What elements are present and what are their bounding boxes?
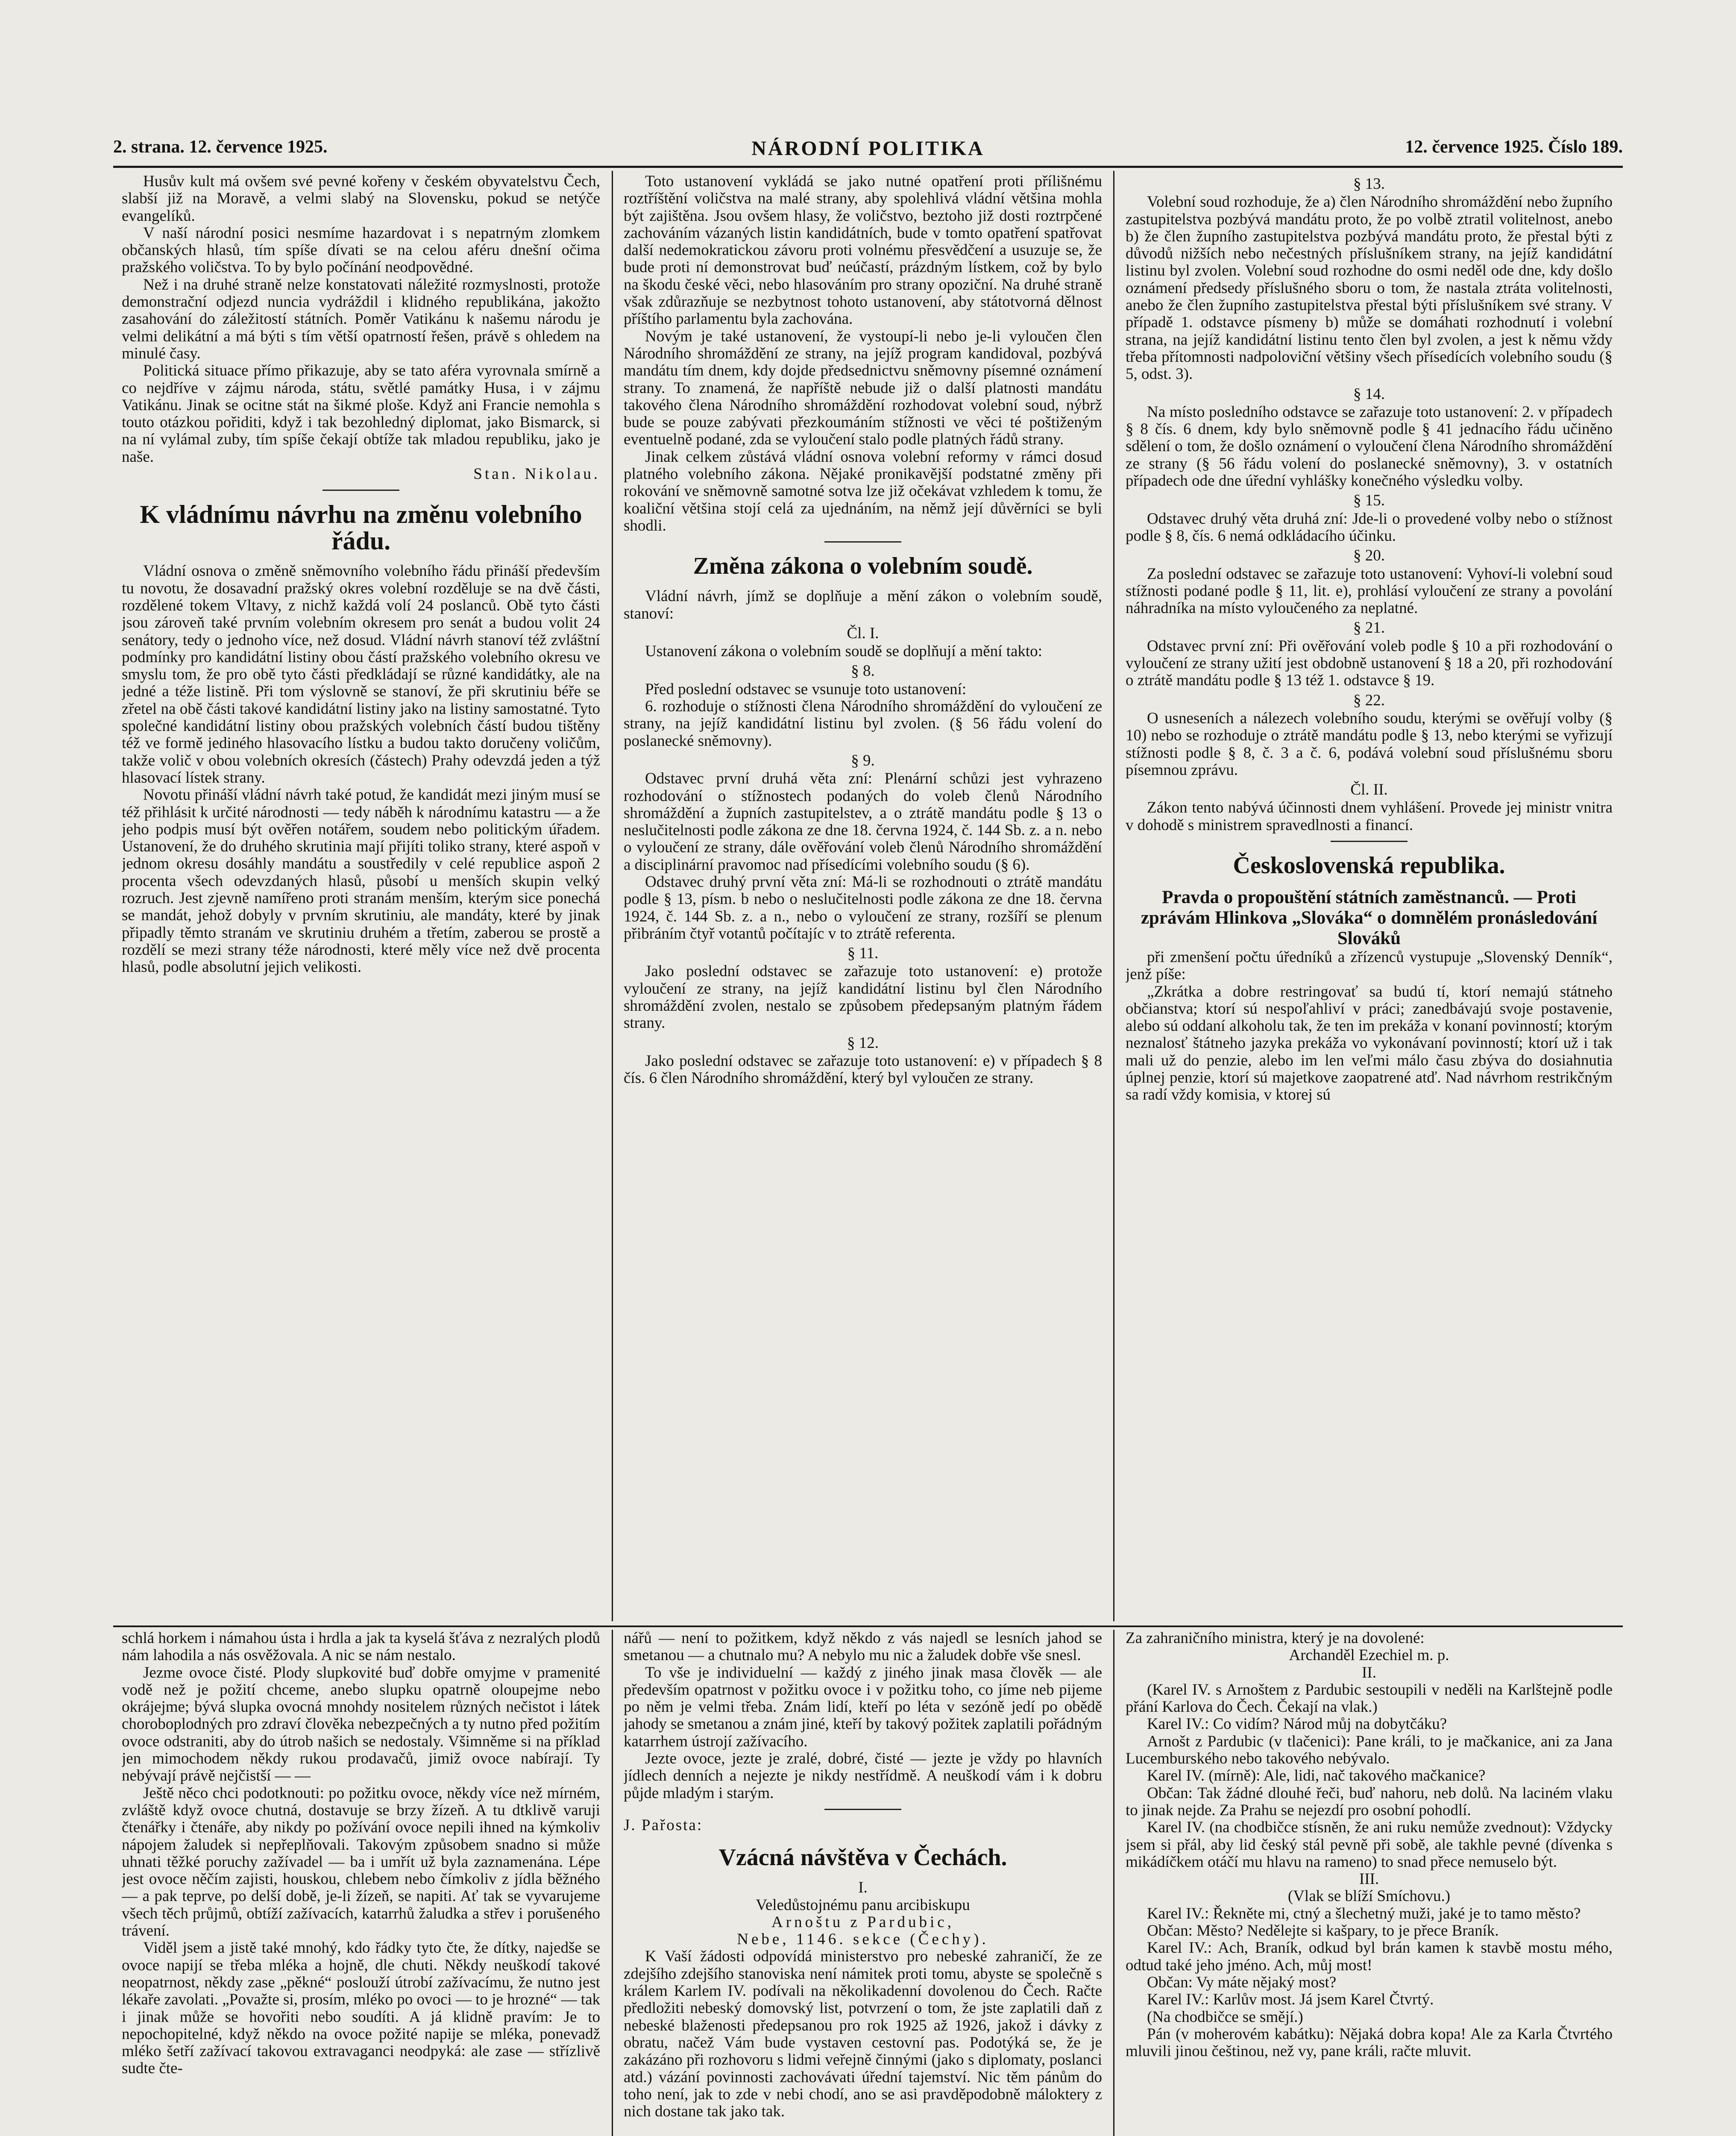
- page-header: [113, 137, 1623, 162]
- law-section-text: Zákon tento nabývá účinnosti dnem vyhlášení. Provede jej ministr vnitra v dohodě s ministrem spravedlnosti a financí.: [1126, 799, 1613, 834]
- section-title: Československá republika.: [1233, 852, 1505, 879]
- story-author: J. Pařosta:: [624, 1816, 703, 1834]
- feuilleton-paragraph: schlá horkem i námahou ústa i hrdla a jak ta kyselá šťáva z nezralých plodů nám lahodila a nás osvěžovala. A nic se nám nestalo.: [122, 1630, 600, 1664]
- law-section-text: Odstavec první zní: Při ověřování voleb podle § 10 a při rozhodování o vyloučení ze strany užití jest obdobně ustanovení § 18 a 20, při rozhodování o ztrátě mandátu podle § 13 též 1. odstavce § 19.: [1126, 637, 1613, 690]
- dialogue-line: Občan: Město? Nedělejte si kašpary, to je přece Braník.: [1147, 1922, 1499, 1940]
- masthead: NÁRODNÍ POLITIKA: [751, 137, 985, 160]
- bottom-column-2: [624, 1630, 1102, 2136]
- article-paragraph: Vládní osnova o změně sněmovního volebního řádu přináší především tu novotu, že dosavadní pražský okres volební rozděluje se na dvě části, rozdělené tokem Vltavy, z nichž každá volí 24 poslanců. Obě tyto části jsou zároveň také prvním volebním okresem pro senát a budou volit 24 senátory, tedy o jednoho více, než dosud. Vládní návrh stanoví též zvláštní podmínky pro kandidátní listiny obou částí pražského volebního okresu ve smyslu tom, že pro obě tyto části předkládají se různé kandidátky, ale na jedné a téže listině. Při tom výslovně se stanoví, že při skrutiniu béře se zřetel na obě části takové kandidátní listiny jako na listiny samostatné. Tyto společné kandidátní listiny obou pražských volebních částí budou tištěny též ve formě jediného hlasovacího lístku a budou takto doručeny voličům, takže volič v obou volebních okresích (částech) Prahy odevzdá jeden a týž hlasovací lístek strany.: [122, 562, 600, 786]
- law-section-heading: § 20.: [1353, 547, 1385, 565]
- letter-address: Veledůstojnému panu arcibiskupu: [756, 1896, 970, 1914]
- law-section-text: 6. rozhoduje o stížnosti člena Národního shromáždění do vyloučení ze strany, na jejíž kandidátní listinu byl zvolen. (§ 56 řádu volení do poslanecké sněmovny).: [624, 698, 1102, 750]
- feuilleton-paragraph: Ještě něco chci podotknouti: po požitku ovoce, někdy více než mírném, zvláště když ovoce chutná, dostavuje se brzy žízeň. A tu dtklivě varuji čtenářky i čtenáře, aby nikdy po požívání ovoce nepili ihned na kýmkoliv nápojem žaludek si nepřeplňovali. Takovým způsobem snadno si může uhnati těžké poruchy zažívadel — ba i umřít už byla zaznamenána. Lépe jest ovoce něčím zajisti, houskou, chlebem nebo čímkoliv z jídla běžného — a pak teprve, po delší době, je-li žízeň, se napiti. Ať tak se vyvarujeme všech těch průjmů, obtíží zažívacích, katarrhů žaludka a střev i porušeného trávení.: [122, 1784, 600, 1940]
- article-subtitle: Pravda o propouštění státních zaměstnanců. — Proti zprávám Hlinkova „Slováka“ o domnělém pronásledování Slováků: [1141, 887, 1598, 948]
- bottom-column-rule-1: [612, 1630, 613, 2136]
- article-paragraph: Novotu přináší vládní návrh také potud, že kandidát mezi jiným musí se též přihlásit k určité národnosti — tedy náběh k národnímu katastru — a že jeho podpis musí být ověřen notářem, soudem nebo politickým úřadem. Ustanovení, že do druhého skrutinia mají přijíti toliko strany, které aspoň v jednom okresu dosáhly mandátu a soustředily v celé republice aspoň 2 procenta všech odevzdaných hlasů, působí u menších skupin velký rozruch. Jest zjevně namířeno proti stranám menším, kterým sice ponechá se mandát, jehož dobyly v prvním skrutiniu, ale mandáty, které by jinak připadly těmto stranám ve skrutiniu druhém a třetím, zaberou se prostě a rozdělí se mezi strany téže národnosti, které měly více než dvě procenta hlasů, podle absolutní jejich velikosti.: [122, 786, 600, 976]
- law-section-text: O usneseních a nálezech volebního soudu, kterými se ověřují volby (§ 10) nebo se rozhoduje o ztrátě mandátu podle § 13, nebo kterými se vyřizují stížnosti podle § 8, č. 3 a č. 6, podává volební soud příslušnému sboru písemnou zprávu.: [1126, 709, 1613, 779]
- dialogue-line: Karel IV.: Ach, Braník, odkud byl brán kamen k stavbě mostu mého, odtud také jeho jméno. Ach, můj most!: [1126, 1939, 1613, 1974]
- letter-address: Arnoštu z Pardubic,: [771, 1913, 954, 1931]
- law-section-text: Odstavec druhý první věta zní: Má-li se rozhodnouti o ztrátě mandátu podle § 13, písm. b nebo o neslučitelnosti podle zákona ze dne 18. června 1924, č. 144 Sb. z. a n., nebo o vyloučení ze strany, rozšíří se plenum přibráním čtyř votantů počítajíc v to ztrátě referenta.: [624, 873, 1102, 942]
- law-section-heading: § 14.: [1353, 385, 1385, 403]
- bottom-section-rule: [113, 1625, 1623, 1627]
- dialogue-line: Karel IV. (na chodbičce stísněn, že ani ruku nemůže zvednout): Vždycky jsem si přál, aby lid český stál pevně při sobě, ale takhle pevné (dívenka s mikádíčkem otáčí mu hlavu na rameno) to snad přece nemuselo být.: [1126, 1819, 1613, 1871]
- story-title: Vzácná návštěva v Čechách.: [718, 1844, 1007, 1871]
- stage-direction: (Na chodbičce se smějí.): [1147, 2008, 1303, 2026]
- law-section-heading: § 22.: [1353, 691, 1385, 709]
- divider: [1331, 841, 1408, 842]
- dialogue-line: Pán (v moherovém kabátku): Nějaká dobra kopa! Ale za Karla Čtvrtého mluvili jinou češtinou, než vy, pane králi, račte mluvit.: [1126, 2025, 1613, 2060]
- article-paragraph: Novým je také ustanovení, že vystoupí-li nebo je-li vyloučen člen Národního shromáždění ze strany, na jejíž program kandidoval, pozbývá mandátu tím dnem, kdy dojde předsednictvu sněmovny písemné oznámení strany. To znamená, že napříště nebude již o další platnosti mandátu takového člena Národního shromáždění rozhodovat volební soud, nýbrž bude se pouze zabývati přezkoumáním stížnosti ve věci té poštiženým eventuelně podané, zda se vyloučení stalo podle platných řádů strany.: [624, 327, 1102, 449]
- article-paragraph: „Zkrátka a dobre restringovať sa budú tí, ktorí nemajú státneho občianstva; ktorí sú nespoľahliví v práci; zanedbávajú svoje postavenie, alebo sú oddaní alkoholu tak, že ten im prekáža v konaní povinností; ktorým neznalosť štátneho jazyka prekáža vo vykonávaní povinností; ktorí už i tak mali už do penzie, alebo im len veľmi málo času zbýva do dosiahnutia úplnej penzie, ktorí sú majetkove zaopatrené atď. Nad návrhom restrikčným sa radí vždy komisia, v ktorej sú: [1126, 983, 1613, 1104]
- law-section-text: Jako poslední odstavec se zařazuje toto ustanovení: e) v případech § 8 čís. 6 člen Národního shromáždění, který byl vyloučen ze strany.: [624, 1052, 1102, 1087]
- letter-address: Nebe, 1146. sekce (Čechy).: [737, 1931, 989, 1948]
- dialogue-line: Karel IV.: Řekněte mi, ctný a šlechetný muži, jaké je to tamo město?: [1147, 1904, 1581, 1922]
- law-section-text: Volební soud rozhoduje, že a) člen Národního shromáždění nebo župního zastupitelstva pozbývá mandátu proto, že po volbě ztratil volitelnost, anebo b) že člen župního zastupitelstva pozbývá mandátu proto, že přestal býti z důvodů nižších nebo nečestných příslušníkem strany, na jejíž kandidátní listinu byl zvolen. Volební soud rozhodne do osmi neděl ode dne, kdy došlo oznámení předsedy příslušného sboru o tom, že nastala ztráta volitelnosti, anebo že člen župního zastupitelstva přestal býti příslušníkem své strany. V případě 1. odstavce písmeny b) může se domáhati rozhodnutí i volební strana, na jejíž kandidátní listinu tento člen byl zvolen, a jest k němu vždy třeba přítomnosti nadpoloviční většiny všech přísedících volebního soudu (§ 5, odst. 3).: [1126, 193, 1613, 383]
- law-section-text: Na místo posledního odstavce se zařazuje toto ustanovení: 2. v případech § 8 čís. 6 dnem, kdy bylo sněmovně podle § 41 jednacího řádu učiněno sdělení o tom, že došlo oznámení o vyloučení člena Národního shromáždění ze strany (§ 56 řádu volení do poslanecké sněmovny), 3. v ostatních případech ode dne úřední vyhlášky konečného výsledku volby.: [1126, 403, 1613, 490]
- law-section-heading: § 8.: [851, 662, 875, 680]
- story-line: Za zahraničního ministra, který je na dovolené:: [1126, 1630, 1425, 1647]
- divider: [323, 490, 399, 491]
- intro-paragraph: Husův kult má ovšem své pevné kořeny v českém obyvatelstvu Čech, slabší již na Moravě, a velmi slabý na Slovensku, pokud se netýče evangelíků.: [122, 173, 600, 225]
- story-part-number: II.: [1362, 1664, 1376, 1681]
- law-section-heading: § 12.: [847, 1034, 879, 1052]
- column-rule-2: [1113, 171, 1114, 1621]
- intro-paragraph: Než i na druhé straně nelze konstatovati náležité rozmyslnosti, protože demonstrační odjezd nuncia vydráždil i klidného republikána, jakožto zasahování do záležitostí státních. Poměr Vatikánu k našemu národu je velmi delikátní a má býti s tím větší opatrností řešen, právě s ohledem na minulé časy.: [122, 276, 600, 362]
- feuilleton-paragraph: Viděl jsem a jistě také mnohý, kdo řádky tyto čte, že dítky, najedše se ovoce napijí se třeba mléka a hojně, dle chuti. Někdy neuškodí takové neopatrnost, někdy zase „pěkné“ poslouží útrobí zažívacímu, že nutno jest lékaře zavolati. „Považte si, prosím, mléko po ovoci — to je hrozné“ — tak i jinak může se hovořiti nebo soudíti. A já klidně pravím: Je to nepochopitelné, když někdo na ovoce požité napije se mléka, ponevadž mléko šetří zažívací takovou extravaganci neodpyká: ale zase — střízlivě sudte čte-: [122, 1939, 600, 2077]
- bottom-column-3: [1126, 1630, 1613, 2136]
- article-title: K vládnímu návrhu na změnu volebního řádu.: [140, 500, 582, 555]
- intro-paragraph: V naší národní posici nesmíme hazardovat i s nepatrným zlomkem občanských hlasů, tím spíše dívati se na celou aféru dnešní očima pražského voličstva. To by bylo počínání neodpovědné.: [122, 224, 600, 276]
- divider: [824, 1809, 901, 1810]
- law-section-heading: § 15.: [1353, 492, 1385, 510]
- column-1: [122, 173, 600, 1623]
- dialogue-line: Arnošt z Pardubic (v tlačenici): Pane králi, to je mačkanice, ani za Jana Lucemburského nebo takového nebývalo.: [1126, 1732, 1613, 1768]
- feuilleton-paragraph: Jezte ovoce, jezte je zralé, dobré, čisté — jezte je vždy po hlavních jídlech denních a nejezte je nikdy nestřídmě. A neuškodí vám i k dobru půjde mladým i starým.: [624, 1750, 1102, 1802]
- law-section-heading: § 9.: [851, 751, 875, 769]
- author-signature: Stan. Nikolau.: [473, 465, 600, 483]
- header-rule: [113, 166, 1623, 168]
- article-paragraph: při zmenšení počtu úředníků a zřízenců vystupuje „Slovenský Denník“, jenž píše:: [1126, 948, 1613, 983]
- column-3: [1126, 173, 1613, 1623]
- law-section-text: Odstavec druhý věta druhá zní: Jde-li o provedené volby nebo o stížnost podle § 8, čís. 6 nemá odkládacího účinku.: [1126, 510, 1613, 545]
- story-part-number: III.: [1359, 1870, 1379, 1888]
- law-section-text: Za poslední odstavec se zařazuje toto ustanovení: Vyhoví-li volební soud stížnosti podané podle § 11, lit. e), prohlásí vyloučení ze strany a povolání náhradníka na místo vyloučeného za neplatné.: [1126, 565, 1613, 617]
- header-left: 2. strana. 12. července 1925.: [113, 137, 328, 157]
- feuilleton-paragraph: To vše je individuelní — každý z jiného jinak masa člověk — ale především opatrnost v požitku ovoce i v požitku toho, co jíme neb pijeme po něm je velmi třeba. Znám lidí, kteří po léta v sezóně jedí po obědě jahody se smetanou a znám jiné, kteří by takový požitek zaplatili pořádným katarrhem ústrojí zažívacího.: [624, 1664, 1102, 1750]
- dialogue-line: Občan: Tak žádné dlouhé řeči, buď nahoru, neb dolů. Na laciném vlaku to jinak nejde. Za Prahu se nejezdí pro osobní pohodlí.: [1126, 1784, 1613, 1819]
- law-section-heading: § 11.: [847, 945, 879, 962]
- dialogue-line: Karel IV.: Co vidím? Národ můj na dobytčáku?: [1147, 1715, 1447, 1733]
- article-title: Změna zákona o volebním soudě.: [693, 553, 1033, 580]
- feuilleton-paragraph: nářů — není to požitkem, když někdo z vás najedl se lesních jahod se smetanou — a chutnalo mu? A nebylo mu nic a žaludek dobře vše snesl.: [624, 1630, 1102, 1664]
- dialogue-line: Karel IV.: Karlův most. Já jsem Karel Čtvrtý.: [1147, 1991, 1434, 2009]
- article-paragraph: Jinak celkem zůstává vládní osnova volební reformy v rámci dosud platného volebního zákona. Nějaké pronikavější podstatné změny při rokování ve sněmovně samotné sotva lze již očekávat vzhledem k tomu, že koaliční většina stojí celá za ujednáním, na němž její důvěrníci se byli shodli.: [624, 448, 1102, 534]
- feuilleton-paragraph: Jezme ovoce čisté. Plody slupkovité buď dobře omyjme v pramenité vodě než je požití chceme, anebo slupku opatrně oloupejme nebo okrájejme; bývá slupka ovocná mnohdy nositelem různých nečistot i látek choroboplodných pro zdraví člověka nebezpečných a ty nutno před požitím ovoce odstraniti, aby do útrob našich se nedostaly. Všimněme si na příklad jen mimochodem někdy rukou prodavačů, jimiž ovoce nabírají. Ty nebývají právě nejčistší — —: [122, 1664, 600, 1785]
- law-section-text: Jako poslední odstavec se zařazuje toto ustanovení: e) protože vyloučení ze strany, na jejíž kandidátní listinu byl člen Národního shromáždění zvolen, nestalo se způsobem předepsaným platným řádem strany.: [624, 962, 1102, 1032]
- law-intro: Vládní návrh, jímž se doplňuje a mění zákon o volebním soudě, stanoví:: [624, 587, 1102, 622]
- law-section-heading: § 21.: [1353, 619, 1385, 637]
- law-section-heading: § 13.: [1353, 175, 1385, 193]
- story-line: (Karel IV. s Arnoštem z Pardubic sestoupili v neděli na Karlštejně podle přání Karlova do Čech. Čekají na vlak.): [1126, 1681, 1613, 1716]
- bottom-column-rule-2: [1113, 1630, 1114, 2136]
- bottom-column-1: [122, 1630, 600, 2136]
- law-section-text: Odstavec první druhá věta zní: Plenární schůzi jest vyhrazeno rozhodování o stížnostech podaných do voleb členů Národního shromáždění a župních zastupitelstev, a o ztrátě mandátu podle § 13 o neslučitelnosti podle zákona ze dne 18. června 1924, č. 144 Sb. z. a n. nebo o vyloučení ze strany, dále ověřování voleb členů Národního shromáždění a disciplinární pravomoc nad přísedícími volebního soudu (§ 6).: [624, 770, 1102, 874]
- header-right: 12. července 1925. Číslo 189.: [1405, 137, 1623, 157]
- article-paragraph: Toto ustanovení vykládá se jako nutné opatření proti přílišnému roztříštění voličstva na malé strany, aby spolehlivá vládní většina mohla být zajištěna. Jsou ovšem hlasy, že voličstvo, beztoho již dosti roztrpčené zachováním vázaných listin kandidátních, bude v tomto opatření spatřovat další nedemokratickou závoru proti volnému přesvědčení a usuzuje se, že bude proti ní demonstrovat buď neúčastí, prázdným lístkem, což by bylo na škodu české věci, nebo hlasováním pro strany opoziční. Na druhé straně však zdůrazňuje se nezbytnost tohoto ustanovení, aby státotvorná dělnost příštího parlamentu byla zachována.: [624, 173, 1102, 328]
- law-section-heading: Čl. I.: [847, 624, 879, 642]
- dialogue-line: Karel IV. (mírně): Ale, lidi, nač takového mačkanice?: [1147, 1767, 1486, 1785]
- law-section-heading: Čl. II.: [1350, 781, 1388, 799]
- intro-paragraph: Politická situace přímo přikazuje, aby se tato aféra vyrovnala smírně a co nejdříve v zájmu národa, státu, světlé památky Husa, i v zájmu Vatikánu. Jinak se ocitne stát na šikmé ploše. Když ani Francie nemohla s touto otázkou pořiditi, když i tak bezohledný diplomat, jako Bismarck, si na ní vylámal zuby, tím spíše čekají obtíže tak mladou republiku, jako je naše.: [122, 362, 600, 466]
- story-part-number: I.: [858, 1879, 868, 1897]
- law-section-text: Před poslední odstavec se vsunuje toto ustanovení:: [645, 680, 967, 698]
- letter-body: K Vaší žádosti odpovídá ministerstvo pro nebeské zahraničí, že ze zdejšího zdejšího stanoviska není námitek proti tomu, abyste se společně s králem Karlem IV. podívali na několikadenní dovolenou do Čech. Račte předložiti nebeský domovský list, potvrzení o tom, že jste zaplatili daň z nebeské blaženosti předepsanou pro rok 1925 až 1926, jakož i dávky z obratu, načež Vám bude vystaven cestovní pas. Podotýká se, že je zakázáno při rozhovoru s lidmi veřejně činnými (jako s diplomaty, poslanci atd.) vázání povinnosti zachovávati úřední tajemství. Nic těm pánům do toho není, jak to zde v nebi chodí, ano se asi pravděpodobně máloktery z nich dostane tak jako tak.: [624, 1948, 1102, 2121]
- divider: [824, 541, 901, 543]
- column-rule-1: [612, 171, 613, 1621]
- dialogue-line: Občan: Vy máte nějaký most?: [1147, 1973, 1337, 1991]
- column-2: [624, 173, 1102, 1623]
- stage-direction: (Vlak se blíží Smíchovu.): [1287, 1887, 1451, 1905]
- story-line: Archanděl Ezechiel m. p.: [1289, 1646, 1449, 1664]
- law-section-text: Ustanovení zákona o volebním soudě se doplňují a mění takto:: [645, 643, 1042, 660]
